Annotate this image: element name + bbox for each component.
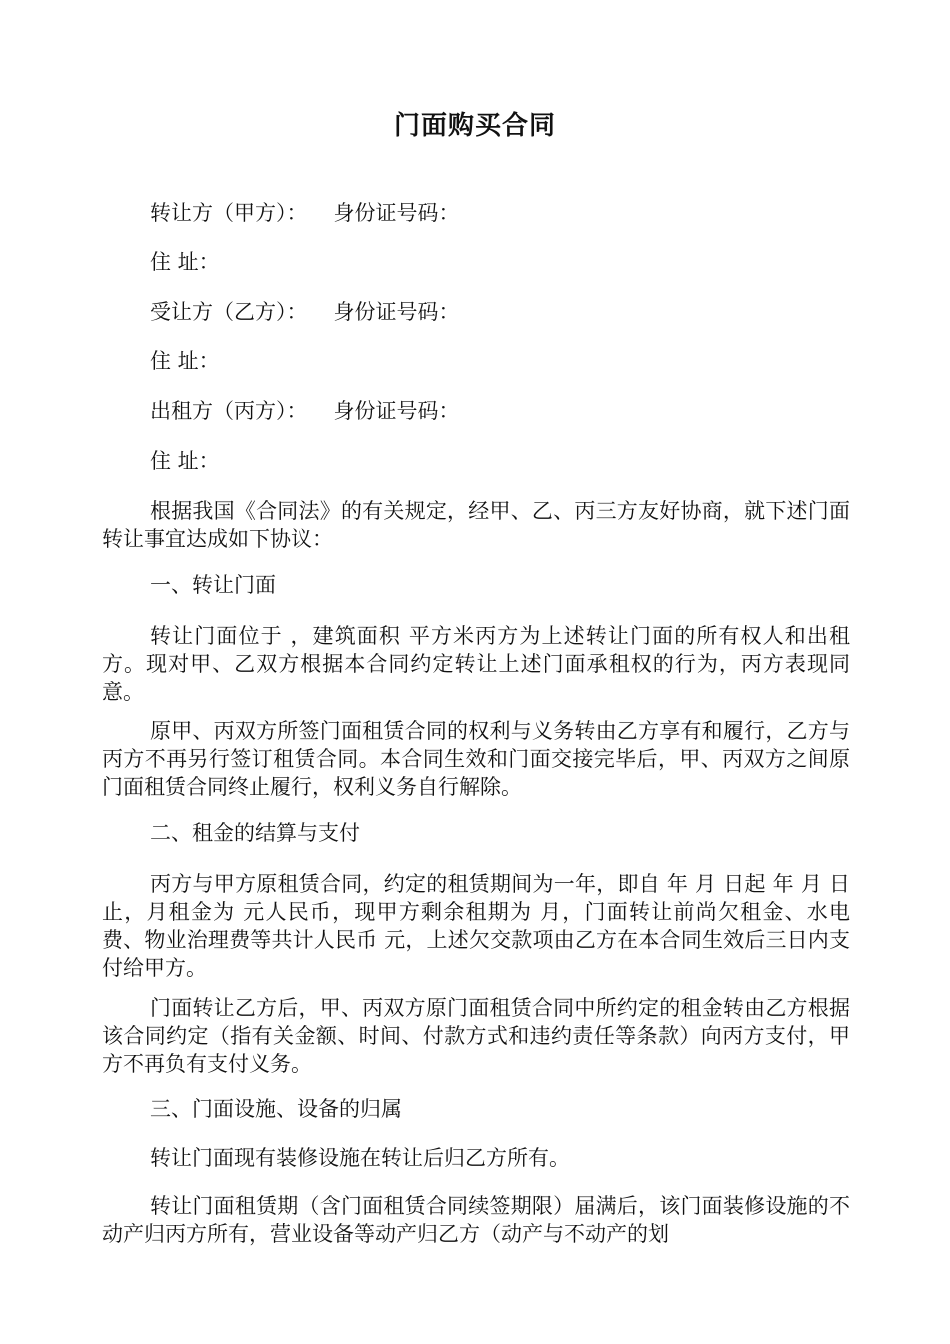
lessor-id-label: 身份证号码： xyxy=(333,399,460,423)
section-1-paragraph-2: 原甲、丙双方所签门面租赁合同的权利与义务转由乙方享有和履行，乙方与丙方不再另行签订租赁合同。本合同生效和门面交接完毕后，甲、丙双方之间原门面租赁合同终止履行，权利义务自行解除。 xyxy=(102,719,850,799)
lessor-label: 出租方（丙方）： xyxy=(150,399,308,423)
section-3-paragraph-1: 转让门面现有装修设施在转让后归乙方所有。 xyxy=(150,1146,570,1170)
section-2-paragraph-1: 丙方与甲方原租赁合同，约定的租赁期间为一年，即自 年 月 日起 年 月 日止，月租金为 元人民币，现甲方剩余租期为 月，门面转让前尚欠租金、水电费、物业治理费等共计人民币 元，上述欠交款项由乙方在本合同生效后三日内支付给甲方。 xyxy=(102,872,850,980)
transferee-address-label: 住 址： xyxy=(150,349,220,373)
transferee-id-label: 身份证号码： xyxy=(333,300,460,324)
document-title: 门面购买合同 xyxy=(393,111,556,141)
section-2-heading: 二、租金的结算与支付 xyxy=(150,821,360,845)
section-3-paragraph-2: 转让门面租赁期（含门面租赁合同续签期限）届满后，该门面装修设施的不动产归丙方所有，营业设备等动产归乙方（动产与不动产的划 xyxy=(102,1194,850,1246)
lessor-line xyxy=(150,396,460,426)
lessor-address-label: 住 址： xyxy=(150,449,220,473)
section-1-paragraph-1: 转让门面位于 ，建筑面积 平方米丙方为上述转让门面的所有权人和出租方。现对甲、乙双方根据本合同约定转让上述门面承租权的行为，丙方表现同意。 xyxy=(102,624,850,704)
transferor-address-label: 住 址： xyxy=(150,250,220,274)
section-1-heading: 一、转让门面 xyxy=(150,573,276,597)
intro-paragraph: 根据我国《合同法》的有关规定，经甲、乙、丙三方友好协商，就下述门面转让事宜达成如下协议： xyxy=(102,499,850,551)
transferor-label: 转让方（甲方）： xyxy=(150,201,308,225)
transferee-label: 受让方（乙方）： xyxy=(150,300,308,324)
transferor-line xyxy=(150,198,460,228)
section-3-heading: 三、门面设施、设备的归属 xyxy=(150,1097,402,1121)
transferor-id-label: 身份证号码： xyxy=(333,201,460,225)
transferee-line xyxy=(150,297,460,327)
section-2-paragraph-2: 门面转让乙方后，甲、丙双方原门面租赁合同中所约定的租金转由乙方根据该合同约定（指有关金额、时间、付款方式和违约责任等条款）向丙方支付，甲方不再负有支付义务。 xyxy=(102,996,850,1076)
